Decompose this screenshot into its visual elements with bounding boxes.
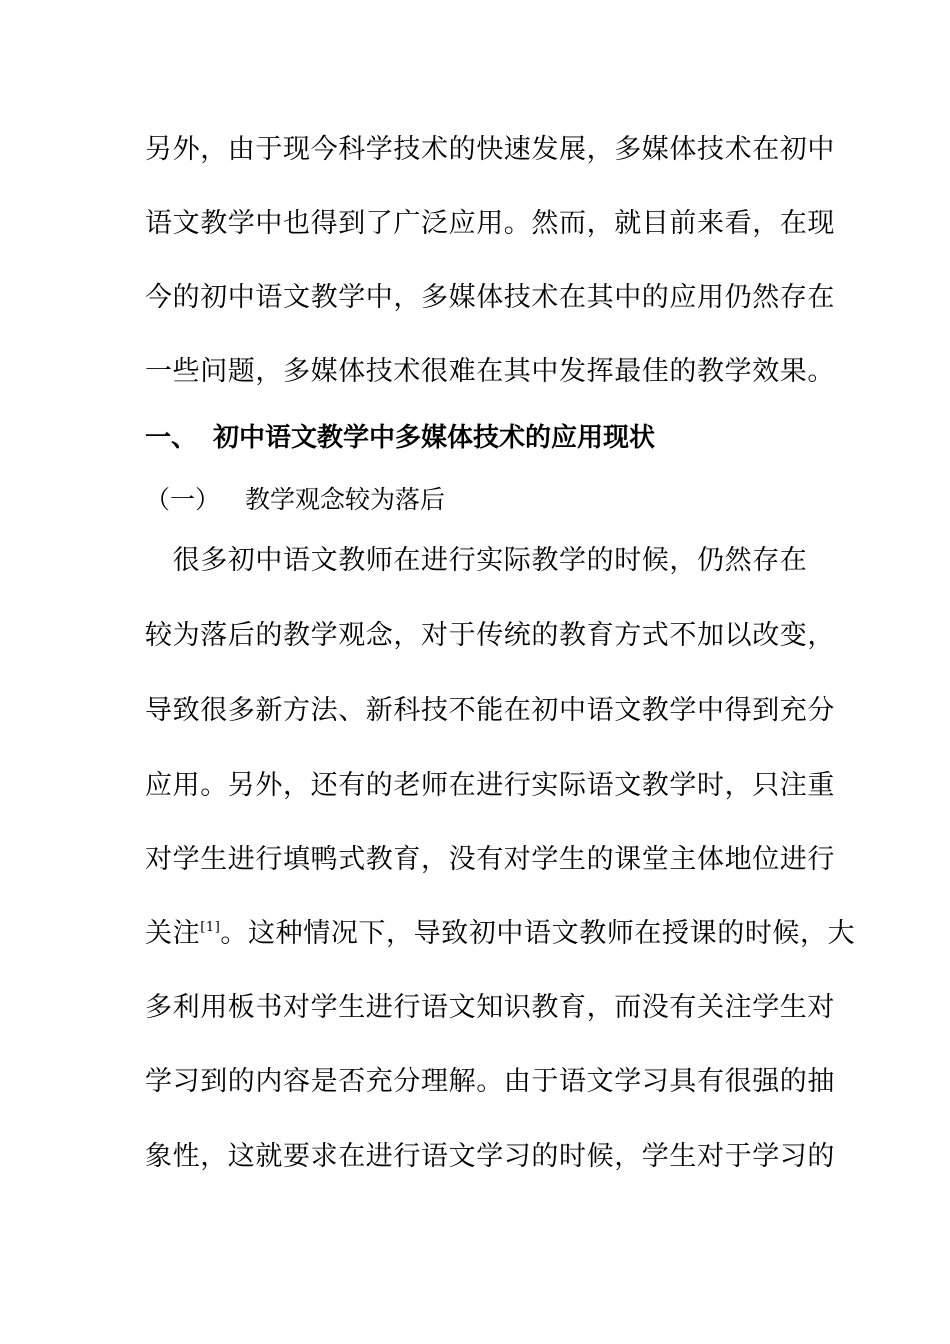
citation-line-after: 。这种情况下，导致初中语文教师在授课的时候，大	[220, 918, 856, 949]
intro-line-4: 一些问题，多媒体技术很难在其中发挥最佳的教学效果。	[145, 356, 835, 387]
intro-line-1: 另外，由于现今科学技术的快速发展，多媒体技术在初中	[145, 134, 835, 165]
subsection-heading	[145, 482, 445, 518]
body-line-5: 对学生进行填鸭式教育，没有对学生的课堂主体地位进行	[145, 844, 835, 875]
body-line-3: 导致很多新方法、新科技不能在初中语文教学中得到充分	[145, 695, 835, 726]
body-line-6	[145, 916, 856, 952]
body-line-7: 多利用板书对学生进行语文知识教育，而没有关注学生对	[145, 992, 835, 1023]
section-title: 初中语文教学中多媒体技术的应用现状	[213, 423, 656, 453]
body-line-2: 较为落后的教学观念，对于传统的教育方式不加以改变，	[145, 620, 835, 651]
subsection-number: （一）	[145, 485, 221, 514]
intro-line-3: 今的初中语文教学中，多媒体技术在其中的应用仍然存在	[145, 282, 835, 313]
body-line-4: 应用。另外，还有的老师在进行实际语文教学时，只注重	[145, 770, 835, 801]
body-line-8: 学习到的内容是否充分理解。由于语文学习具有很强的抽	[145, 1066, 835, 1097]
body-line-9: 象性，这就要求在进行语文学习的时候，学生对于学习的	[145, 1141, 835, 1172]
subsection-title: 教学观念较为落后	[245, 485, 446, 514]
citation-line-before: 关注	[145, 918, 201, 949]
body-line-1: 很多初中语文教师在进行实际教学的时候，仍然存在	[145, 545, 808, 576]
section-heading	[145, 420, 655, 456]
section-number: 一、	[145, 423, 198, 453]
citation-reference[interactable]: [1]	[200, 920, 221, 935]
intro-line-2: 语文教学中也得到了广泛应用。然而，就目前来看，在现	[145, 208, 835, 239]
